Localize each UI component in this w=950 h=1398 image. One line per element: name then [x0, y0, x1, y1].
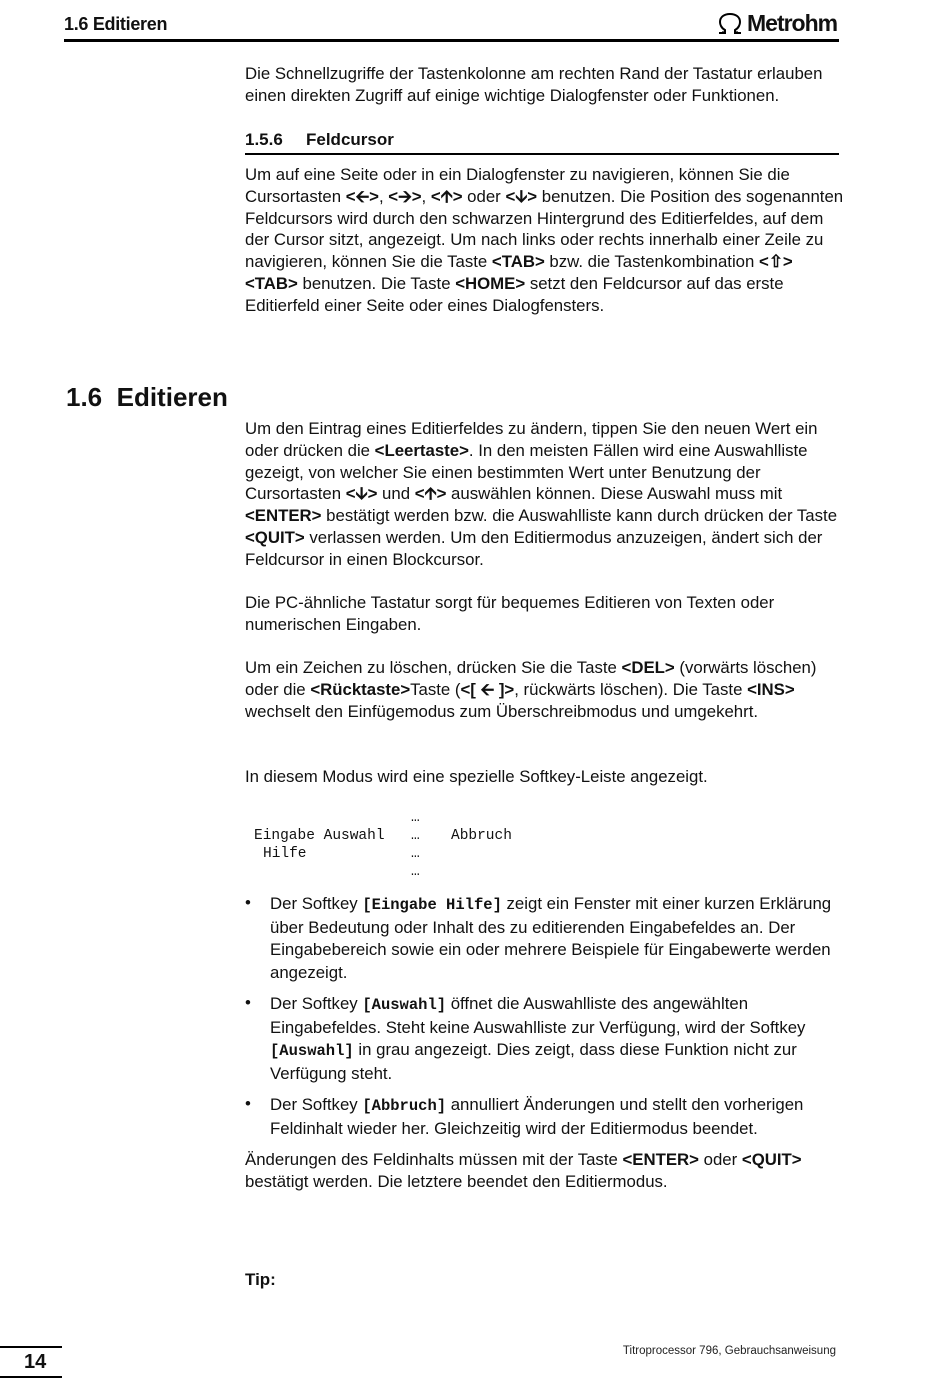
- editing-paragraph-3: Um ein Zeichen zu löschen, drücken Sie die Taste <DEL> (vorwärts löschen) oder die <Rücktaste>Taste (<[ 🡨 ]>, rückwärts löschen). Die Taste <INS> wechselt den Einfügemodus zum Überschreibmodus und umgekehrt.: [245, 658, 817, 721]
- brand-logo: [716, 10, 837, 37]
- editing-paragraph-4: In diesem Modus wird eine spezielle Softkey-Leiste angezeigt.: [245, 767, 708, 786]
- intro-paragraph: Die Schnellzugriffe der Tastenkolonne am rechten Rand der Tastatur erlauben einen direkten Zugriff auf einige wichtige Dialogfenster oder Funktionen.: [245, 64, 823, 105]
- key-up: <🡩>: [414, 484, 447, 504]
- softkey-dots: …: [411, 810, 420, 826]
- key-enter: <ENTER>: [622, 1150, 699, 1169]
- key-del: <DEL>: [621, 658, 675, 677]
- page-number-rule-top: [0, 1346, 62, 1348]
- softkey-dots: …: [411, 828, 420, 844]
- editing-paragraph-5: Änderungen des Feldinhalts müssen mit der Taste <ENTER> oder <QUIT> bestätigt werden. Die letztere beendet den Editiermodus.: [245, 1150, 802, 1191]
- key-shift-tab: <⇧><TAB>: [245, 252, 793, 293]
- brand-name: Metrohm: [747, 10, 838, 36]
- softkey-ref: [Auswahl]: [270, 1042, 354, 1060]
- key-home: <HOME>: [455, 273, 526, 293]
- softkey-ref: [Abbruch]: [362, 1097, 447, 1115]
- bullet-auswahl: Der Softkey [Auswahl] öffnet die Auswahlliste des angewählten Eingabefeldes. Steht keine Auswahlliste zur Verfügung, wird der Softkey [Auswahl] in grau angezeigt. Dies zeigt, dass diese Funktion nicht zur Verfügung steht.: [270, 994, 806, 1083]
- softkey-abbruch: Abbruch: [451, 828, 512, 844]
- key-quit: <QUIT>: [741, 1150, 802, 1169]
- bullet-marker: •: [245, 893, 251, 912]
- softkey-hilfe: Hilfe: [263, 846, 307, 862]
- subsection-number: 1.5.6: [245, 130, 283, 149]
- header-rule: [64, 39, 839, 42]
- key-right: <🡪>: [388, 186, 422, 206]
- chapter-title: 1.6 Editieren: [66, 382, 228, 412]
- bullet-abbruch: Der Softkey [Abbruch] annulliert Änderungen und stellt den vorherigen Feldinhalt wieder her. Gleichzeitig wird der Editiermodus beendet.: [270, 1095, 804, 1138]
- key-enter: <ENTER>: [245, 506, 322, 526]
- softkey-dots: …: [411, 846, 420, 862]
- page-number-rule-bottom: [0, 1376, 62, 1378]
- key-space: <Leertaste>: [374, 440, 469, 460]
- softkey-eingabe-auswahl: Eingabe Auswahl: [254, 828, 385, 844]
- softkey-dots: …: [411, 864, 420, 880]
- tip-label: Tip:: [245, 1270, 276, 1289]
- running-header-section: 1.6 Editieren: [64, 14, 168, 34]
- bullet-eingabe-hilfe: Der Softkey [Eingabe Hilfe] zeigt ein Fenster mit einer kurzen Erklärung über Bedeutung oder Inhalt des zu editierenden Eingabefeldes an. Der Eingabebereich sowie ein oder mehrere Beispiele für Eingabewerte werden angezeigt.: [270, 894, 832, 982]
- metrohm-omega-icon: [716, 12, 744, 36]
- key-left: <🡨>: [345, 186, 379, 206]
- subsection-title: Feldcursor: [306, 130, 394, 149]
- editing-paragraph-1: Um den Eintrag eines Editierfeldes zu ändern, tippen Sie den neuen Wert ein oder drücken die <Leertaste>. In den meisten Fällen wird eine Auswahlliste gezeigt, von welcher Sie einen bestimmten Wert unter Benutzung der Cursortasten <🡫> und <🡩> auswählen können. Diese Auswahl muss mit <ENTER> bestätigt werden bzw. die Auswahlliste kann durch drücken der Taste <QUIT> verlassen werden. Um den Editiermodus anzuzeigen, ändert sich der Feldcursor in einen Blockcursor.: [245, 419, 838, 569]
- footer-document-title: Titroprocessor 796, Gebrauchsanweisung: [622, 1345, 836, 1357]
- bullet-marker: •: [245, 1094, 251, 1113]
- key-backspace: <Rücktaste>: [310, 679, 411, 699]
- key-quit: <QUIT>: [245, 527, 305, 547]
- subsection-rule: [245, 153, 839, 155]
- key-up: <🡩>: [430, 186, 463, 206]
- key-backspace-symbol: <[ 🡨 ]>: [460, 679, 515, 699]
- softkey-ref: [Eingabe Hilfe]: [362, 896, 502, 914]
- editing-paragraph-2: Die PC-ähnliche Tastatur sorgt für bequemes Editieren von Texten oder numerischen Eingaben.: [245, 593, 775, 634]
- feldcursor-paragraph: Um auf eine Seite oder in ein Dialogfenster zu navigieren, können Sie die Cursortasten <🡨>, <🡪>, <🡩> oder <🡫> benutzen. Die Position des sogenannten Feldcursors wird durch den schwarzen Hintergrund des Editierfeldes, auf dem der Cursor sitzt, angezeigt. Um nach links oder rechts innerhalb einer Zeile zu navigieren, können Sie die Taste <TAB> bzw. die Tastenkombination <⇧><TAB> benutzen. Die Taste <HOME> setzt den Feldcursor auf das erste Editierfeld einer Seite oder eines Dialogfensters.: [245, 165, 844, 315]
- bullet-marker: •: [245, 993, 251, 1012]
- key-tab: <TAB>: [491, 252, 545, 272]
- key-down: <🡫>: [505, 186, 538, 206]
- key-ins: <INS>: [747, 679, 795, 699]
- key-down: <🡫>: [345, 484, 378, 504]
- page-number: 14: [24, 1351, 47, 1373]
- softkey-ref: [Auswahl]: [362, 996, 447, 1014]
